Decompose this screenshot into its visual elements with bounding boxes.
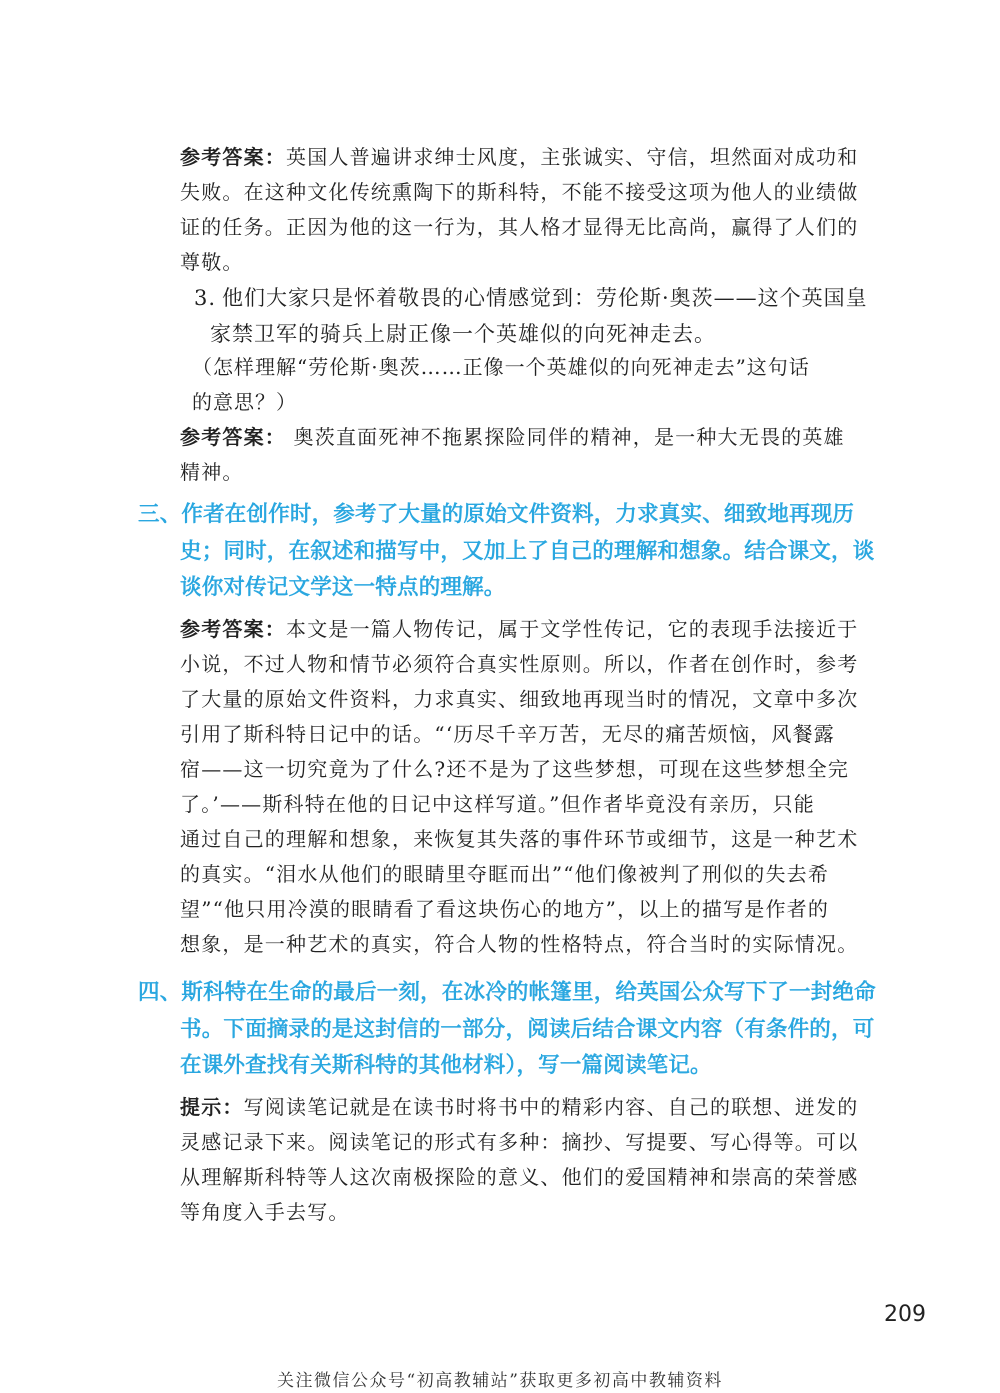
answer-line: 参考答案：英国人普遍讲求绅士风度，主张诚实、守信，坦然面对成功和 [180, 145, 859, 169]
answer-line: 了大量的原始文件资料，力求真实、细致地再现当时的情况，文章中多次 [180, 687, 859, 711]
hint-block [180, 1090, 892, 1230]
answer-line: 小说，不过人物和情节必须符合真实性原则。所以，作者在创作时，参考 [180, 652, 859, 676]
answer-block-3 [180, 612, 892, 962]
section-heading-4: 四、斯科特在生命的最后一刻，在冰冷的帐篷里，给英国公众写下了一封绝命 书。下面摘录的是这封信的一部分，阅读后结合课文内容（有条件的，可 在课外查找有关斯科特的其他材料），写一篇阅读笔记。 [138, 980, 876, 1078]
hint-label: 提示： [180, 1095, 244, 1119]
answer-line: 尊敬。 [180, 250, 244, 274]
answer-block-2 [180, 420, 892, 490]
answer-line: 精神。 [180, 460, 244, 484]
answer-line: 的真实。“泪水从他们的眼睛里夺眶而出”“他们像被判了刑似的失去希 [180, 862, 830, 886]
answer-line: 失败。在这种文化传统熏陶下的斯科特，不能不接受这项为他人的业绩做 [180, 180, 859, 204]
answer-label: 参考答案： [180, 145, 286, 169]
answer-line: 引用了斯科特日记中的话。“‘历尽千辛万苦，无尽的痛苦烦恼，风餐露 [180, 722, 835, 746]
answer-label: 参考答案： [180, 425, 286, 449]
answer-line: 通过自己的理解和想象，来恢复其失落的事件环节或细节，这是一种艺术 [180, 827, 859, 851]
answer-label: 参考答案： [180, 617, 286, 641]
hint-line: 从理解斯科特等人这次南极探险的意义、他们的爱国精神和崇高的荣誉感 [180, 1165, 859, 1189]
answer-line: 望”“他只用冷漠的眼睛看了看这块伤心的地方”，以上的描写是作者的 [180, 897, 830, 921]
question-line: （怎样理解“劳伦斯·奥茨……正像一个英雄似的向死神走去”这句话 [192, 355, 810, 379]
answer-line: 参考答案：本文是一篇人物传记，属于文学性传记，它的表现手法接近于 [180, 617, 859, 641]
quote-3: 3. 他们大家只是怀着敬畏的心情感觉到：劳伦斯·奥茨——这个英国皇 家禁卫军的骑兵上尉正像一个英雄似的向死神走去。 [194, 280, 894, 352]
page-number: 209 [884, 1302, 926, 1327]
answer-line: 宿——这一切究竟为了什么?还不是为了这些梦想，可现在这些梦想全完 [180, 757, 850, 781]
question-3 [192, 350, 892, 420]
quote-line: 家禁卫军的骑兵上尉正像一个英雄似的向死神走去。 [210, 322, 716, 346]
answer-line: 想象，是一种艺术的真实，符合人物的性格特点，符合当时的实际情况。 [180, 932, 859, 956]
section-heading-3: 三、作者在创作时，参考了大量的原始文件资料，力求真实、细致地再现历 史；同时，在叙述和描写中，又加上了自己的理解和想象。结合课文，谈 谈你对传记文学这一特点的理解。 [138, 502, 875, 600]
footer-note: 关注微信公众号“初高教辅站”获取更多初高中教辅资料 [277, 1371, 723, 1391]
hint-line: 等角度入手去写。 [180, 1200, 350, 1224]
quote-number: 3. [194, 286, 217, 310]
question-line: 的意思？） [192, 390, 297, 414]
answer-line: 了。’——斯科特在他的日记中这样写道。”但作者毕竟没有亲历，只能 [180, 792, 815, 816]
answer-line: 证的任务。正因为他的这一行为，其人格才显得无比高尚，赢得了人们的 [180, 215, 859, 239]
hint-line: 灵感记录下来。阅读笔记的形式有多种：摘抄、写提要、写心得等。可以 [180, 1130, 859, 1154]
hint-line: 提示：写阅读笔记就是在读书时将书中的精彩内容、自己的联想、迸发的 [180, 1095, 859, 1119]
answer-block-1 [180, 140, 892, 280]
answer-line: 参考答案： 奥茨直面死神不拖累探险同伴的精神，是一种大无畏的英雄 [180, 425, 845, 449]
